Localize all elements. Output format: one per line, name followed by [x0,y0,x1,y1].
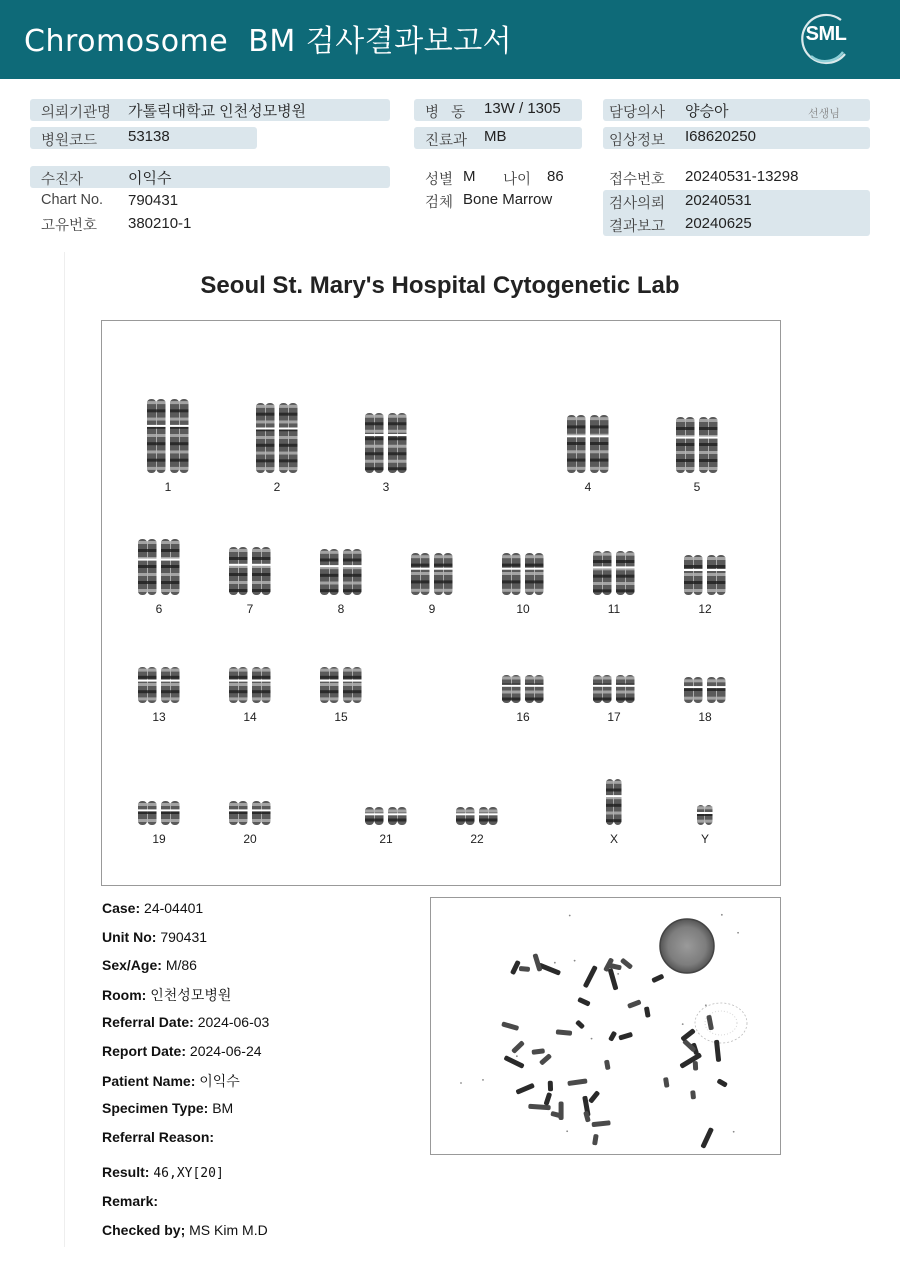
sex-label: 성별 [425,172,454,188]
clinical-label: 임상정보 [609,133,666,149]
chromosome-icon [136,801,182,825]
metaphase-chromosome [515,1083,535,1095]
chromosome-pair-5 [674,417,720,473]
metaphase-chromosome [511,1040,525,1054]
specimen-value: Bone Marrow [463,191,553,208]
lab-title: Seoul St. Mary's Hospital Cytogenetic Lab [200,272,680,299]
chromosome-label: 9 [428,602,436,616]
chromosome-label: 8 [337,602,345,616]
chromosome-icon [254,403,300,473]
request-label: 검사의뢰 [609,196,666,212]
remark-label: Remark: [102,1193,159,1209]
metaphase-chromosome [575,1020,585,1030]
case-value: 24-04401 [144,900,204,916]
chromosome-label: 14 [243,710,257,724]
org-label: 의뢰기관명 [41,105,112,121]
chromosome-pair-3 [363,413,409,473]
chromosome-pair-2 [254,403,300,473]
chromosome-icon [136,667,182,703]
doctor-suffix: 선생님 [808,108,840,120]
chromosome-icon [500,553,546,595]
chromosome-pair-7 [227,547,273,595]
chromosome-icon [674,417,720,473]
chromosome-label: Y [700,832,709,846]
metaphase-chromosome [588,1090,600,1104]
metaphase-chromosome [583,965,598,988]
chromosome-icon [318,667,364,703]
examinee-bar [30,166,390,188]
receipt-value: 20240531-13298 [685,168,799,185]
chromosome-icon [454,807,500,825]
report-date-value: 2024-06-24 [189,1043,262,1059]
chromosome-label: 17 [607,710,621,724]
chromosome-label: 3 [382,480,390,494]
metaphase-chromosome [532,953,542,972]
checked-line [102,1222,268,1238]
result-date-label: 결과보고 [609,219,666,235]
chromosome-pair-14 [227,667,273,703]
remark-line [102,1193,158,1209]
chromosome-label: 4 [584,480,592,494]
result-date-value: 20240625 [685,215,752,232]
result-value: 46,XY[20] [153,1166,224,1181]
age-label: 나이 [503,172,532,188]
sexage-label: Sex/Age: [102,957,162,973]
metaphase-chromosome [693,1061,698,1071]
chromosome-icon [565,415,611,473]
chromosome-pair-1 [145,399,191,473]
chromosome-label: X [609,832,618,846]
checked-value: MS Kim M.D [189,1222,268,1238]
metaphase-chromosome [627,999,642,1009]
chromosome-pair-22 [454,807,500,825]
chromosome-pair-19 [136,801,182,825]
metaphase-chromosome [618,1032,633,1041]
hospital-code-value: 53138 [128,128,170,145]
metaphase-spread-image [430,897,781,1155]
debris-dot [591,1038,593,1040]
chromosome-pair-X [604,779,624,825]
metaphase-chromosome [706,1015,714,1031]
chromosome-label: 15 [334,710,348,724]
chromosome-icon [363,413,409,473]
chromosome-label: 16 [516,710,530,724]
chromosome-pair-12 [682,555,728,595]
case-label: Case: [102,900,141,916]
chromosome-icon [318,549,364,595]
ward-value: 13W / 1305 [484,100,561,117]
debris-dot [482,1079,484,1081]
chromosome-label: 7 [246,602,254,616]
chromosome-label: 19 [152,832,166,846]
metaphase-chromosome [592,1134,599,1146]
chromosome-icon [227,547,273,595]
referral-reason-label: Referral Reason: [102,1129,215,1145]
room-line [102,985,231,1005]
metaphase-chromosome [556,1029,573,1035]
metaphase-chromosome [591,1120,610,1127]
chart-value: 790431 [128,192,179,209]
metaphase-chromosome [577,997,591,1007]
metaphase-chromosome [531,1048,545,1055]
chromosome-icon [136,539,182,595]
debris-dot [566,1130,568,1132]
chromosome-pair-16 [500,675,546,703]
chromosome-icon [145,399,191,473]
patient-name-value: 이익수 [199,1073,240,1089]
debris-dot [682,1023,684,1025]
chromosome-pair-17 [591,675,637,703]
metaphase-chromosome [543,1092,552,1106]
chromosome-pair-9 [409,553,455,595]
report-date-line [102,1043,262,1059]
chromosome-pair-15 [318,667,364,703]
result-label: Result: [102,1164,150,1180]
doctor-label: 담당의사 [609,105,666,121]
sml-logo [797,12,855,66]
metaphase-chromosome [663,1077,670,1088]
logo-text: SML [805,23,847,45]
referral-date-line [102,1014,269,1030]
org-value: 가톨릭대학교 인천성모병원 [128,103,307,120]
chromosome-pair-10 [500,553,546,595]
chromosome-label: 21 [379,832,393,846]
metaphase-chromosome [716,1078,728,1088]
debris-dot [569,915,571,917]
debris-dot [574,960,576,962]
room-label: Room: [102,987,147,1003]
examinee-label: 수진자 [41,172,84,188]
chromosome-pair-4 [565,415,611,473]
referral-reason-line [102,1129,214,1145]
chromosome-icon [604,779,624,825]
chromosome-pair-8 [318,549,364,595]
debris-dot [733,1131,735,1133]
chromosome-icon [591,675,637,703]
metaphase-chromosome [679,1052,702,1069]
report-date-label: Report Date: [102,1043,187,1059]
chromosome-icon [409,553,455,595]
chromosome-label: 1 [164,480,172,494]
debris-dot [554,962,556,964]
metaphase-chromosome [548,1081,553,1092]
unit-value: 790431 [160,929,208,945]
chromosome-label: 6 [155,602,163,616]
metaphase-chromosome [620,958,633,970]
chromosome-icon [500,675,546,703]
dept-label: 진료과 [425,133,468,149]
checked-label: Checked by; [102,1222,186,1238]
chromosome-pair-18 [682,677,728,703]
patient-name-line [102,1071,240,1091]
debris-dot [705,1004,707,1006]
chromosome-icon [682,555,728,595]
ward-label: 병 동 [425,105,466,121]
metaphase-chromosome [608,1031,617,1042]
referral-date-label: Referral Date: [102,1014,194,1030]
metaphase-chromosome [651,974,664,984]
metaphase-chromosome [690,1090,696,1099]
chromosome-label: 2 [273,480,281,494]
chromosome-icon [682,677,728,703]
specimen-type-line [102,1100,233,1116]
chromosome-icon [227,801,273,825]
unit-label: Unit No: [102,929,157,945]
chromosome-pair-21 [363,807,409,825]
examinee-value: 이익수 [128,170,172,187]
request-value: 20240531 [685,192,752,209]
chromosome-pair-20 [227,801,273,825]
metaphase-chromosome [503,1055,524,1069]
debris-dot [721,914,723,916]
metaphase-chromosome [539,1053,552,1065]
page-divider [64,252,65,1247]
metaphase-chromosome [501,1021,519,1031]
chromosome-pair-Y [695,805,715,825]
hospital-code-label: 병원코드 [41,133,98,149]
age-value: 86 [547,168,564,185]
case-line [102,900,203,916]
chromosome-label: 18 [698,710,712,724]
chromosome-pair-6 [136,539,182,595]
chromosome-label: 11 [607,602,621,616]
unique-label: 고유번호 [41,218,98,234]
chromosome-label: 10 [516,602,530,616]
chromosome-label: 20 [243,832,257,846]
chart-label: Chart No. [41,192,104,208]
doctor-value: 양승아 [685,103,729,120]
metaphase-chromosome [700,1127,714,1149]
metaphase-chromosome [608,968,619,991]
chromosome-icon [363,807,409,825]
specimen-type-value: BM [212,1100,234,1116]
metaphase-chromosome [644,1006,651,1017]
chromosome-label: 22 [470,832,484,846]
karyogram-panel [101,320,781,886]
debris-dot [516,1055,518,1057]
chromosome-icon [227,667,273,703]
metaphase-spread-icon [431,898,780,1154]
chromosome-label: 13 [152,710,166,724]
debris-dot [737,932,739,934]
receipt-label: 접수번호 [609,172,666,188]
metaphase-chromosome [519,966,530,972]
result-line [102,1164,224,1181]
specimen-type-label: Specimen Type: [102,1100,209,1116]
report-title: Chromosome BM 검사결과보고서 [24,24,513,59]
chromosome-icon [695,805,715,825]
patient-name-label: Patient Name: [102,1073,196,1089]
referral-date-value: 2024-06-03 [197,1014,270,1030]
debris-dot [617,973,619,975]
chromosome-label: 5 [693,480,701,494]
room-value: 인천성모병원 [150,987,232,1003]
chromosome-label: 12 [698,602,712,616]
unique-value: 380210-1 [128,215,192,232]
sexage-value: M/86 [165,957,197,973]
chromosome-icon [591,551,637,595]
chromosome-pair-13 [136,667,182,703]
report-header [0,0,900,79]
sex-value: M [463,168,476,185]
specimen-label: 검체 [425,195,454,211]
dept-value: MB [484,128,507,145]
clinical-value: I68620250 [685,128,756,145]
metaphase-chromosome [567,1078,587,1086]
unit-line [102,929,207,945]
debris-dot [460,1082,462,1084]
metaphase-chromosome [680,1028,696,1042]
metaphase-chromosome [604,1060,611,1071]
sexage-line [102,957,197,973]
chromosome-pair-11 [591,551,637,595]
